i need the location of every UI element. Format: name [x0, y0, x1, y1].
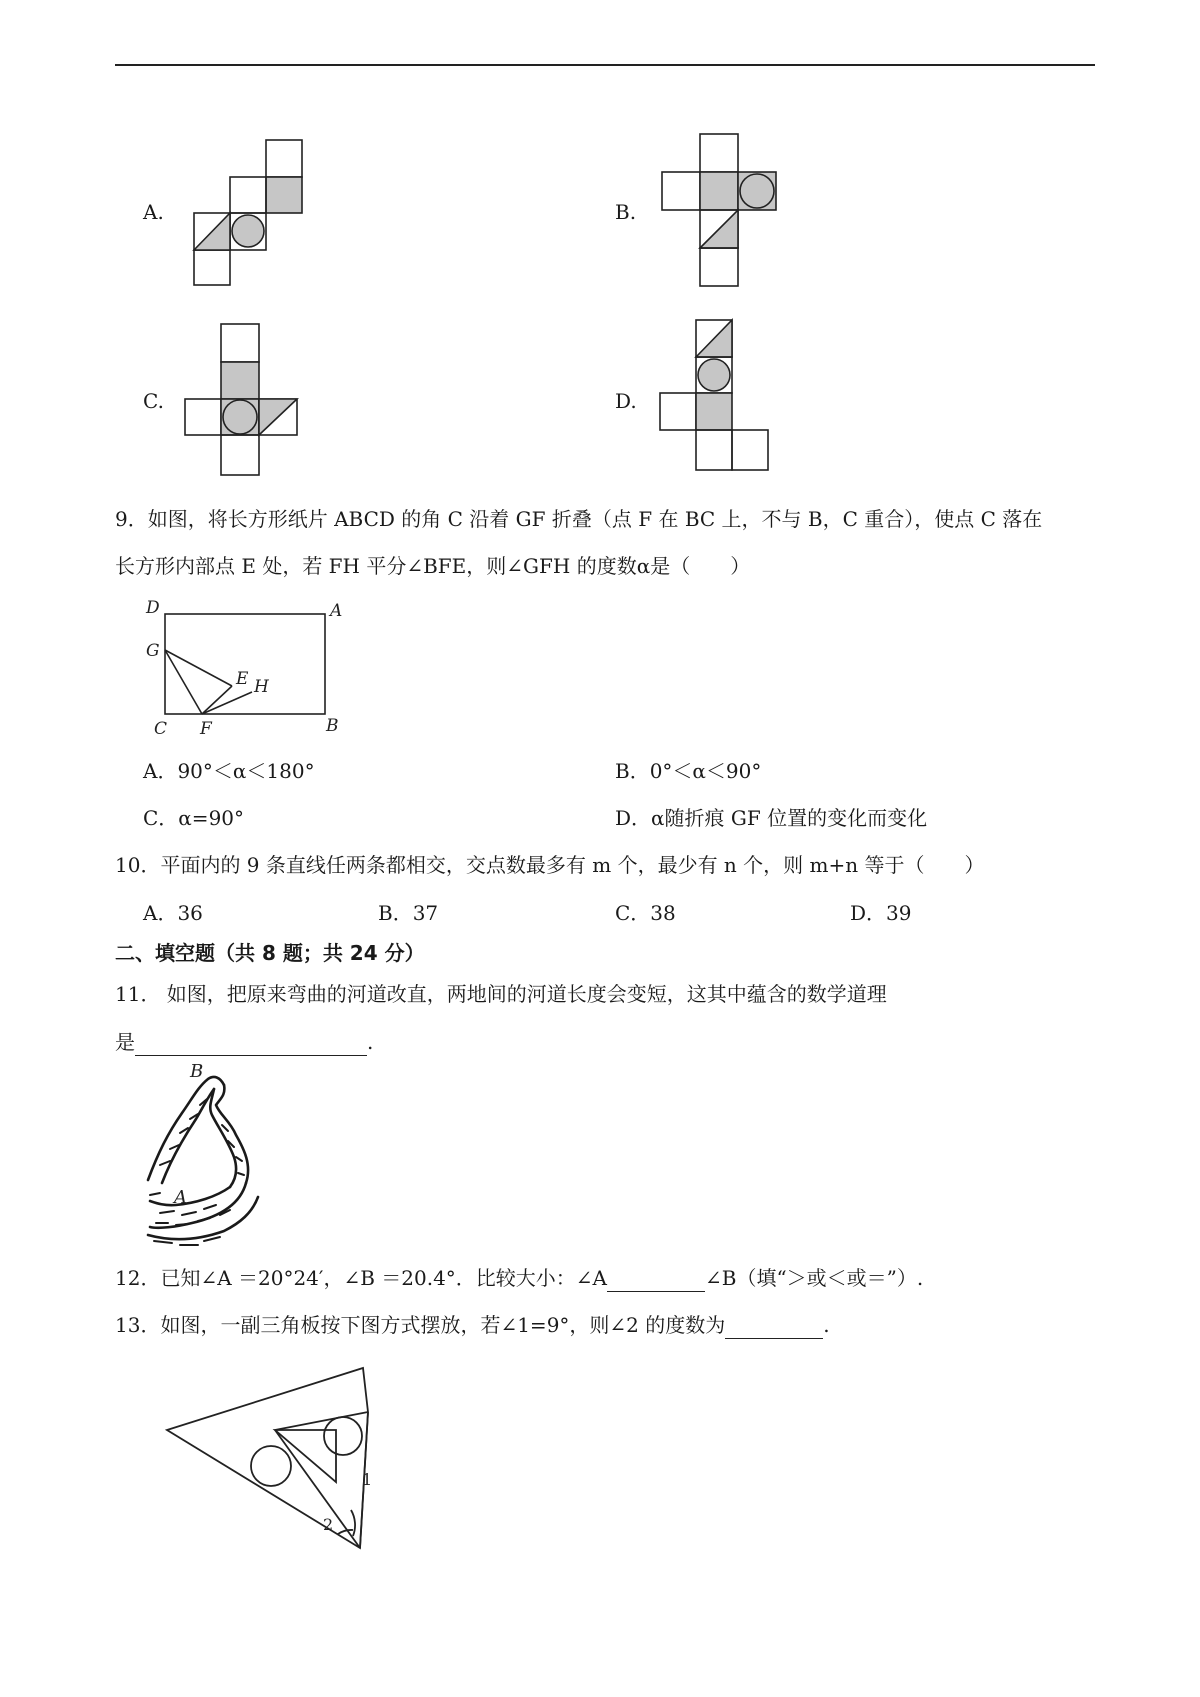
q9-option-c: C．α=90°: [143, 806, 245, 830]
q12-answer-blank[interactable]: [607, 1269, 705, 1292]
q10-option-a: A．36: [143, 901, 203, 925]
q10-option-d: D．39: [850, 901, 912, 925]
q8-net-d-figure: [658, 318, 778, 476]
q9-label-g: G: [146, 641, 160, 661]
q10-question-line: 10．平面内的 9 条直线任两条都相交，交点数最多有 m 个，最少有 n 个，则 m+n 等于（ ）: [115, 853, 985, 877]
q11-answer-line: [115, 1028, 373, 1056]
q13-set-squares-figure: [165, 1360, 405, 1560]
q12-suffix: ∠B（填“＞或＜或＝”）.: [705, 1266, 924, 1290]
q9-label-d: D: [146, 598, 160, 618]
q8-net-a-figure: [190, 138, 310, 288]
q13-suffix: .: [823, 1313, 830, 1337]
q11-label-a: A: [174, 1187, 187, 1208]
q11-answer-blank[interactable]: [135, 1033, 367, 1056]
q13-prefix: 13．如图，一副三角板按下图方式摆放，若∠1=9°，则∠2 的度数为: [115, 1313, 726, 1337]
q11-question-line-1: 11． 如图，把原来弯曲的河道改直，两地间的河道长度会变短，这其中蕴含的数学道理: [115, 982, 887, 1006]
header-rule: [115, 64, 1095, 66]
q9-label-c: C: [154, 719, 168, 739]
q9-option-a: A．90°＜α＜180°: [143, 759, 315, 783]
q13-answer-blank[interactable]: [725, 1316, 823, 1339]
q11-label-b: B: [190, 1061, 204, 1082]
q12-question-line: [115, 1264, 923, 1292]
q9-label-b: B: [326, 716, 339, 736]
q10-option-b: B．37: [378, 901, 439, 925]
q13-angle-1-label: 1: [362, 1470, 373, 1489]
q10-option-c: C．38: [615, 901, 676, 925]
q9-label-e: E: [236, 669, 249, 689]
q9-option-b: B．0°＜α＜90°: [615, 759, 762, 783]
q11-prefix: 是: [115, 1030, 135, 1054]
q9-label-a: A: [330, 601, 343, 621]
q11-suffix: .: [367, 1030, 374, 1054]
q13-angle-2-label: 2: [323, 1515, 334, 1534]
q12-prefix: 12．已知∠A ＝20°24′，∠B ＝20.4°．比较大小：∠A: [115, 1266, 607, 1290]
q8-option-a-label: A.: [143, 200, 164, 224]
q11-river-figure: [140, 1061, 275, 1250]
q13-question-line: [115, 1311, 830, 1339]
q9-question-line-1: 9．如图，将长方形纸片 ABCD 的角 C 沿着 GF 折叠（点 F 在 BC 上，不与 B，C 重合），使点 C 落在: [115, 507, 1043, 531]
q8-option-b-label: B.: [615, 200, 637, 224]
q8-net-b-figure: [660, 132, 780, 288]
q8-option-d-label: D.: [615, 389, 637, 413]
q9-rectangle-figure: [140, 598, 350, 743]
q9-question-line-2: 长方形内部点 E 处，若 FH 平分∠BFE，则∠GFH 的度数α是（ ）: [115, 554, 751, 578]
section-2-heading: 二、填空题（共 8 题；共 24 分）: [115, 941, 425, 965]
q9-label-f: F: [200, 719, 212, 739]
q9-label-h: H: [254, 677, 269, 697]
q8-option-c-label: C.: [143, 389, 164, 413]
q8-net-c-figure: [183, 322, 303, 478]
q9-option-d: D．α随折痕 GF 位置的变化而变化: [615, 806, 928, 830]
